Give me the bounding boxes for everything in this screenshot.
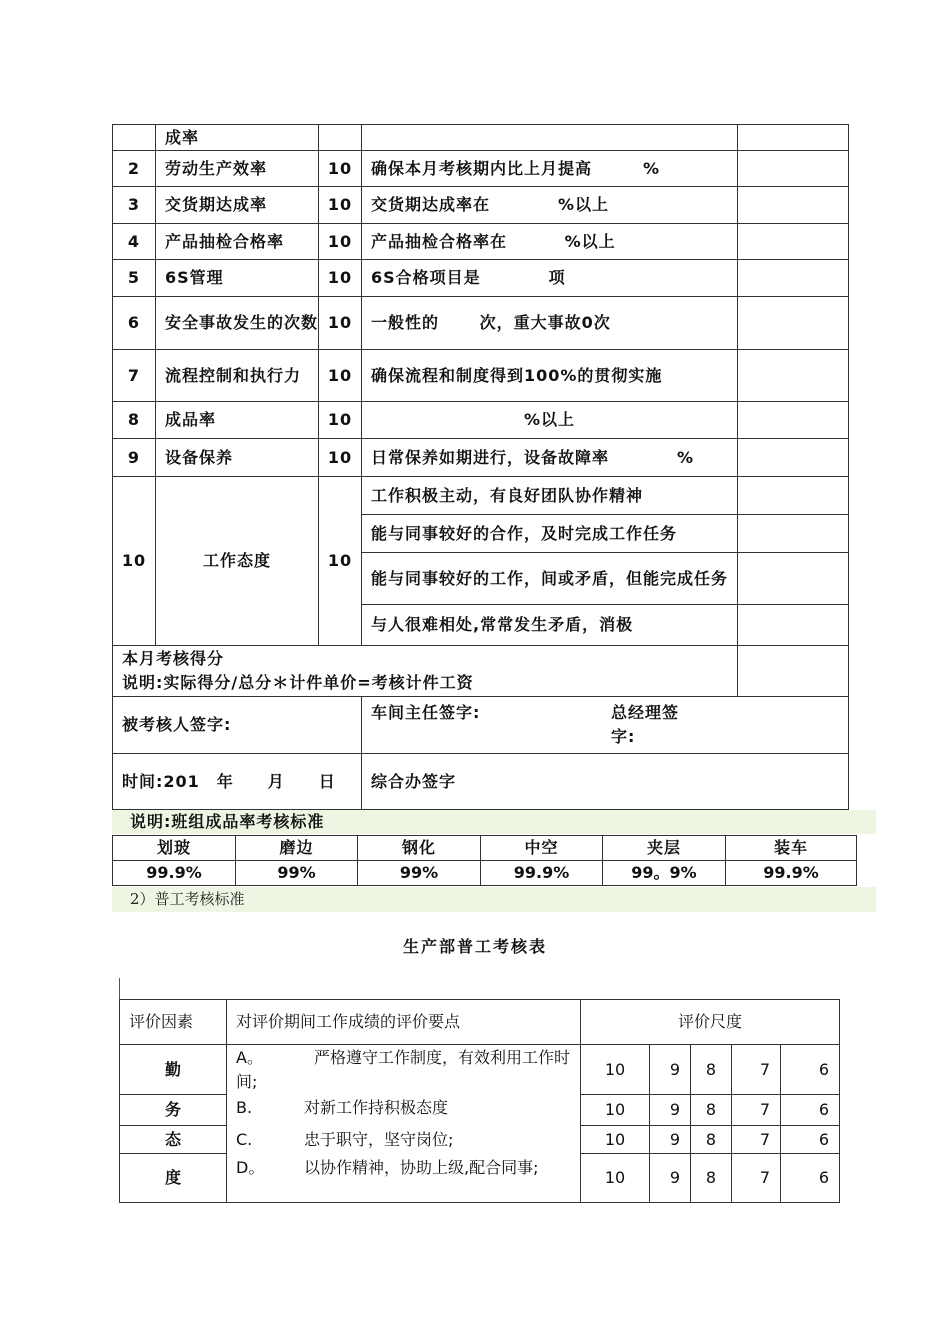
- score-cell: 10: [319, 224, 362, 260]
- rate-header: 夹层: [603, 836, 726, 861]
- row-number: 9: [113, 439, 156, 477]
- score-option[interactable]: 8: [691, 1045, 732, 1095]
- assessment-table: [112, 124, 849, 810]
- month-score-note: 说明:实际得分/总分＊计件单价=考核计件工资: [122, 673, 474, 692]
- result-cell[interactable]: [738, 224, 849, 260]
- score-option[interactable]: 10: [581, 1154, 650, 1203]
- item-cell: 设备保养: [156, 439, 319, 477]
- standard-cell: 6S合格项目是 项: [362, 260, 738, 297]
- factor-char: 态: [120, 1126, 227, 1154]
- score-cell: 10: [319, 402, 362, 439]
- row-number: 4: [113, 224, 156, 260]
- score-option[interactable]: 6: [781, 1045, 840, 1095]
- standard-cell: 产品抽检合格率在 %以上: [362, 224, 738, 260]
- assessee-signature[interactable]: 被考核人签字:: [113, 697, 362, 754]
- header-points: 对评价期间工作成绩的评价要点: [227, 1000, 581, 1045]
- score-option[interactable]: 7: [732, 1126, 781, 1154]
- rate-value: 99%: [236, 861, 358, 886]
- attitude-level: 能与同事较好的工作，间或矛盾，但能完成任务: [362, 553, 738, 605]
- evaluation-points: [227, 1045, 581, 1203]
- rate-header: 中空: [481, 836, 603, 861]
- header-factor: 评价因素: [120, 1000, 227, 1045]
- point-label: B.: [236, 1098, 253, 1117]
- rate-value: 99.9%: [481, 861, 603, 886]
- workshop-director-signature: 车间主任签字:: [371, 703, 481, 722]
- score-cell: 10: [319, 350, 362, 402]
- factor-char: 勤: [120, 1045, 227, 1095]
- score-option[interactable]: 6: [781, 1095, 840, 1126]
- result-cell[interactable]: [738, 553, 849, 605]
- score-option[interactable]: 8: [691, 1154, 732, 1203]
- rate-header: 划玻: [113, 836, 236, 861]
- standard-cell: 日常保养如期进行，设备故障率 %: [362, 439, 738, 477]
- standard-cell: 确保流程和制度得到100%的贯彻实施: [362, 350, 738, 402]
- score-option[interactable]: 8: [691, 1095, 732, 1126]
- row-number: 8: [113, 402, 156, 439]
- rate-header: 磨边: [236, 836, 358, 861]
- score-cell: 10: [319, 297, 362, 350]
- item-cell: 安全事故发生的次数: [156, 297, 319, 350]
- general-manager-signature: 总经理签字:: [611, 703, 680, 746]
- point-text: 对新工作持积极态度: [304, 1098, 449, 1117]
- point-label: A。: [236, 1048, 263, 1067]
- row-number: 6: [113, 297, 156, 350]
- result-cell[interactable]: [738, 260, 849, 297]
- score-cell: 10: [319, 439, 362, 477]
- item-cell: 交货期达成率: [156, 187, 319, 224]
- item-cell: 流程控制和执行力: [156, 350, 319, 402]
- point-text: 以协作精神，协助上级,配合同事;: [304, 1158, 539, 1177]
- score-option[interactable]: 7: [732, 1095, 781, 1126]
- standard-cell: 交货期达成率在 %以上: [362, 187, 738, 224]
- item-cell: 成率: [156, 125, 319, 151]
- result-cell[interactable]: [738, 439, 849, 477]
- score-option[interactable]: 9: [650, 1045, 691, 1095]
- row-number: 10: [113, 477, 156, 646]
- row-number: 3: [113, 187, 156, 224]
- score-option[interactable]: 10: [581, 1126, 650, 1154]
- score-option[interactable]: 10: [581, 1045, 650, 1095]
- result-cell[interactable]: [738, 350, 849, 402]
- result-cell[interactable]: [738, 402, 849, 439]
- score-option[interactable]: 9: [650, 1095, 691, 1126]
- date-field[interactable]: 时间:201 年 月 日: [113, 754, 362, 810]
- item-cell: 工作态度: [156, 477, 319, 646]
- score-cell: 10: [319, 151, 362, 187]
- rate-value: 99.9%: [726, 861, 857, 886]
- row-number: 5: [113, 260, 156, 297]
- item-cell: 产品抽检合格率: [156, 224, 319, 260]
- score-option[interactable]: 7: [732, 1154, 781, 1203]
- score-cell: 10: [319, 477, 362, 646]
- row-number: 2: [113, 151, 156, 187]
- point-text: 严格遵守工作制度，有效利用工作时间;: [236, 1048, 571, 1091]
- score-cell: 10: [319, 260, 362, 297]
- result-cell[interactable]: [738, 151, 849, 187]
- score-option[interactable]: 9: [650, 1154, 691, 1203]
- month-score-cell: [113, 646, 738, 697]
- rate-value: 99.9%: [113, 861, 236, 886]
- header-scale: 评价尺度: [581, 1000, 840, 1045]
- manager-signatures[interactable]: [362, 697, 849, 754]
- item-cell: 劳动生产效率: [156, 151, 319, 187]
- score-option[interactable]: 6: [781, 1154, 840, 1203]
- standard-cell: 一般性的 次，重大事故0次: [362, 297, 738, 350]
- factor-char: 度: [120, 1154, 227, 1203]
- section-heading: 2）普工考核标准: [112, 887, 876, 912]
- result-cell[interactable]: [738, 605, 849, 646]
- worker-assessment-table: [119, 999, 840, 1203]
- point-label: C.: [236, 1130, 253, 1149]
- rate-standard-note: 说明:班组成品率考核标准: [112, 810, 876, 834]
- score-option[interactable]: 8: [691, 1126, 732, 1154]
- attitude-level: 工作积极主动，有良好团队协作精神: [362, 477, 738, 515]
- month-score-label: 本月考核得分: [122, 649, 225, 668]
- standard-cell: %以上: [362, 402, 738, 439]
- rate-value: 99。9%: [603, 861, 726, 886]
- result-cell[interactable]: [738, 297, 849, 350]
- result-cell[interactable]: [738, 187, 849, 224]
- rate-value: 99%: [358, 861, 481, 886]
- standard-cell: 确保本月考核期内比上月提高 %: [362, 151, 738, 187]
- rate-header: 钢化: [358, 836, 481, 861]
- result-cell[interactable]: [738, 477, 849, 515]
- month-score-value[interactable]: [738, 646, 849, 697]
- form-title: 生产部普工考核表: [402, 937, 547, 956]
- attitude-level: 与人很难相处,常常发生矛盾，消极: [362, 605, 738, 646]
- score-option[interactable]: 10: [581, 1095, 650, 1126]
- score-option[interactable]: 7: [732, 1045, 781, 1095]
- score-option[interactable]: 9: [650, 1126, 691, 1154]
- result-cell[interactable]: [738, 515, 849, 553]
- item-cell: 6S管理: [156, 260, 319, 297]
- item-cell: 成品率: [156, 402, 319, 439]
- point-label: D。: [236, 1158, 265, 1177]
- score-cell: 10: [319, 187, 362, 224]
- row-number: 7: [113, 350, 156, 402]
- attitude-level: 能与同事较好的合作，及时完成工作任务: [362, 515, 738, 553]
- factor-char: 务: [120, 1095, 227, 1126]
- score-option[interactable]: 6: [781, 1126, 840, 1154]
- point-text: 忠于职守，坚守岗位;: [304, 1130, 454, 1149]
- rate-header: 装车: [726, 836, 857, 861]
- rate-table: [112, 835, 857, 886]
- office-signature[interactable]: 综合办签字: [362, 754, 849, 810]
- divider: [119, 978, 120, 1000]
